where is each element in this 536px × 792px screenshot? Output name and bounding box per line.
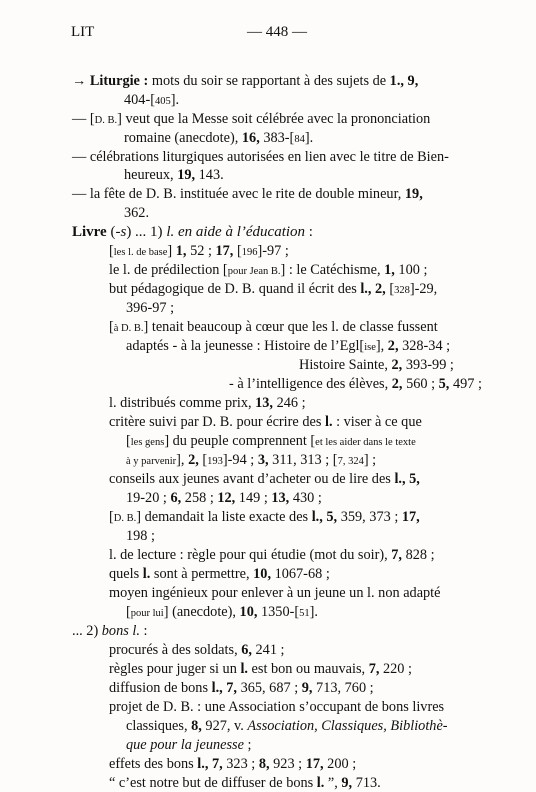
entry-line: 396-97 ; [126,300,175,316]
entry-line: 362. [124,205,150,221]
entry-line: [les gens] du peuple comprennent [et les aider dans le texte [126,433,416,449]
entry-line: le l. de prédilection [pour Jean B.] : le Catéchisme, 1, 100 ; [109,262,428,278]
entry-line: critère suivi par D. B. pour écrire des l. : viser à ce que [109,414,422,430]
entry-line: adaptés - à la jeunesse : Histoire de l’Egl[ise], 2, 328-34 ; [126,338,451,354]
entry-line: “ c’est notre but de diffuser de bons l. ”, 9, 713. [109,775,381,791]
entry-line: Livre (-s) ... 1) l. en aide à l’éducation : [72,224,313,240]
entry-line: l. distribués comme prix, 13, 246 ; [109,395,306,411]
entry-line: procurés à des soldats, 6, 241 ; [109,642,285,658]
entry-line: projet de D. B. : une Association s’occupant de bons livres [109,699,445,715]
entry-line: que pour la jeunesse ; [126,737,252,753]
entry-line: 19-20 ; 6, 258 ; 12, 149 ; 13, 430 ; [126,490,322,506]
entry-line: ... 2) bons l. : [72,623,148,639]
entry-line: 198 ; [126,528,155,544]
entry-line: [pour lui] (anecdote), 10, 1350-[51]. [126,604,318,620]
entry-line: quels l. sont à permettre, 10, 1067-68 ; [109,566,330,582]
entry-line: [à D. B.] tenait beaucoup à cœur que les l. de classe fussent [109,319,438,335]
entry-line: - à l’intelligence des élèves, 2, 560 ; 5, 497 ; [229,376,482,392]
entry-line: 404-[405]. [124,92,180,108]
entry-line: [les l. de base] 1, 52 ; 17, [196]-97 ; [109,243,289,259]
entry-line: à y parvenir], 2, [193]-94 ; 3, 311, 313 ; [7, 324] ; [126,452,377,468]
entry-line: [D. B.] demandait la liste exacte des l., 5, 359, 373 ; 17, [109,509,420,525]
entry-line: but pédagogique de D. B. quand il écrit des l., 2, [328]-29, [109,281,438,297]
entry-line: moyen ingénieux pour enlever à un jeune un l. non adapté [109,585,441,601]
entry-line: — [D. B.] veut que la Messe soit célébrée avec la prononciation [72,111,431,127]
entry-line: effets des bons l., 7, 323 ; 8, 923 ; 17, 200 ; [109,756,357,772]
entry-line: Histoire Sainte, 2, 393-99 ; [299,357,454,373]
page-number: — 448 — [247,24,307,40]
entry-line: heureux, 19, 143. [124,167,224,183]
entry-line: conseils aux jeunes avant d’acheter ou de lire des l., 5, [109,471,420,487]
entry-line: l. de lecture : règle pour qui étudie (mot du soir), 7, 828 ; [109,547,435,563]
entry-line: — la fête de D. B. instituée avec le rite de double mineur, 19, [72,186,423,202]
entry-line: diffusion de bons l., 7, 365, 687 ; 9, 713, 760 ; [109,680,374,696]
entry-line: romaine (anecdote), 16, 383-[84]. [124,130,314,146]
header-section-label: LIT [71,24,95,40]
entry-line: règles pour juger si un l. est bon ou mauvais, 7, 220 ; [109,661,413,677]
entry-line: — célébrations liturgiques autorisées en lien avec le titre de Bien- [72,149,449,165]
entry-line: classiques, 8, 927, v. Association, Classiques, Bibliothè- [126,718,448,734]
entry-line: → Liturgie : mots du soir se rapportant à des sujets de 1., 9, [72,73,419,89]
